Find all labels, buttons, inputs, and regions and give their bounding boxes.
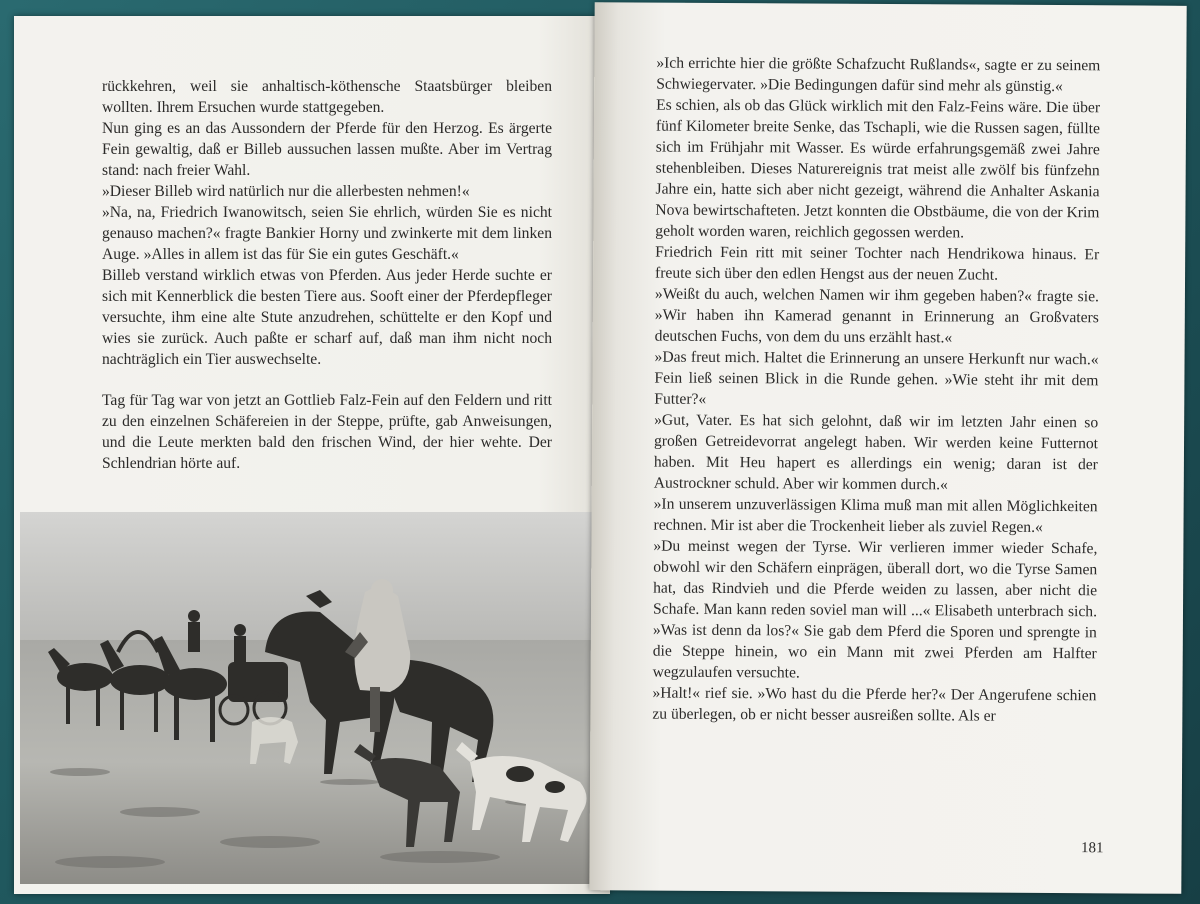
left-page [14,16,610,894]
left-paragraph: Billeb verstand wirklich etwas von Pferden. Aus jeder Herde suchte er sich mit Kennerblick die besten Tiere aus. Sooft einer der Pferdepfleger versuchte, ihm eine alte Stute anzudrehen, schüttelte er den Kopf und wies sie zurück. Auch paßte er scharf auf, daß man ihm nicht noch nachträglich ein Tier auswechselte. [102,267,552,368]
right-paragraph: »In unserem unzuverlässigen Klima muß man mit allen Möglichkeiten rechnen. Mir ist aber die Trockenheit lieber als zuviel Regen.« [653,495,1098,536]
right-paragraph: »Das freut mich. Haltet die Erinnerung an unsere Herkunft nur wach.« Fein ließ seinen Blick in die Runde gehen. »Wie steht ihr mit dem Futter?« [654,348,1099,408]
right-paragraph: Es schien, als ob das Glück wirklich mit den Falz-Feins wäre. Die über fünf Kilometer breite Senke, das Tschapli, wie die Russen sagen, füllte sich im Frühjahr mit Wasser. Es würde erfahrungsgemäß zwei Jahre stehenbleiben. Dieses Naturereignis trat meist alle zwölf bis fünfzehn Jahre ein, hatte sich aber nicht gezeigt, während die Anhalter Askania Nova bewirtschafteten. Jetzt konnten die Obstbäume, die von der Krim geholt worden waren, reichlich gegossen werden. [655,96,1101,242]
steppe-photograph [20,512,610,884]
left-paragraph: rückkehren, weil sie anhaltisch-köthensche Staatsbürger bleiben wollten. Ihrem Ersuchen wurde stattgegeben. [102,78,552,116]
right-page-text [652,53,1100,728]
paragraph-gap [102,370,552,390]
left-paragraph: »Dieser Billeb wird natürlich nur die allerbesten nehmen!« [102,183,470,200]
left-paragraph: Nun ging es an das Aussondern der Pferde für den Herzog. Es ärgerte Fein gewaltig, daß er Billeb aussuchen lassen mußte. Aber im Vertrag stand: nach freier Wahl. [102,120,552,179]
right-paragraph: »Du meinst wegen der Tyrse. Wir verlieren immer wieder Schafe, obwohl wir den Schäfern einprägen, überall dort, wo die Tyrse Samen hat, das Rindvieh und die Pferde weiden zu lassen, aber nicht die Schafe. Man kann reden soviel man will ...« Elisabeth unterbrach sich. »Was ist denn da los?« Sie gab dem Pferd die Sporen und sprengte in die Steppe hinein, wo ein Mann mit zwei Pferden am Halfter wegzulaufen versuchte. [652,537,1098,682]
right-paragraph: »Gut, Vater. Es hat sich gelohnt, daß wir im letzten Jahr einen so großen Getreidevorrat angelegt haben. Wir werden keine Futternot haben. Mit Heu hapert es allerdings ein wenig; daran ist der Austrockner schuld. Aber wir kommen durch.« [653,411,1099,494]
right-page [589,2,1186,894]
page-number: 181 [1081,840,1104,857]
right-paragraph: Friedrich Fein ritt mit seiner Tochter nach Hendrikowa hinaus. Er freute sich über den edlen Hengst aus der neuen Zucht. [655,243,1100,284]
right-paragraph: »Halt!« rief sie. »Wo hast du die Pferde her?« Der Angerufene schien zu überlegen, ob er nicht besser ausreißen sollte. Als er [652,684,1097,725]
left-paragraph: Tag für Tag war von jetzt an Gottlieb Falz-Fein auf den Feldern und ritt zu den einzelnen Schäfereien in der Steppe, prüfte, gab Anweisungen, und die Leute merkten bald den frischen Wind, der hier wehte. Der Schlendrian hörte auf. [102,392,552,472]
right-paragraph: »Weißt du auch, welchen Namen wir ihm gegeben haben?« fragte sie. »Wir haben ihn Kamerad genannt in Erinnerung an Großvaters deutschen Fuchs, von dem du uns erzählt hast.« [654,285,1099,347]
left-page-text [102,76,552,474]
photo-image [20,512,610,884]
right-paragraph: »Ich errichte hier die größte Schafzucht Rußlands«, sagte er zu seinem Schwiegervater. »Die Bedingungen dafür sind mehr als günstig.« [656,54,1101,96]
left-paragraph: »Na, na, Friedrich Iwanowitsch, seien Sie ehrlich, würden Sie es nicht genauso machen?« fragte Bankier Horny und zwinkerte mit dem linken Auge. »Alles in allem ist das für Sie ein gutes Geschäft.« [102,204,552,263]
